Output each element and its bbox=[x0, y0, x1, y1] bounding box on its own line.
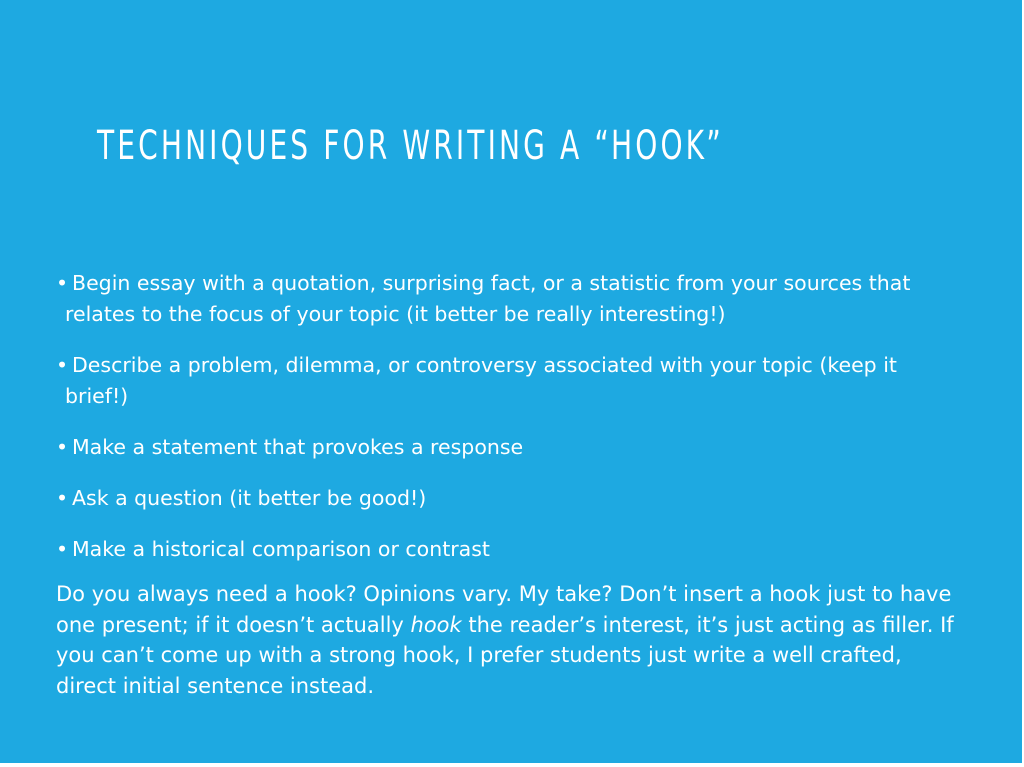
closing-paragraph bbox=[56, 579, 966, 701]
closing-text-start: Do you always need a hook? Opinions vary. My take? Don’t insert a hook just to have one present; if it doesn’t actually bbox=[56, 582, 952, 637]
bullet-icon: • bbox=[56, 537, 69, 561]
bullet-text: Make a historical comparison or contrast bbox=[72, 537, 490, 561]
bullet-item bbox=[56, 268, 966, 330]
bullet-item bbox=[56, 350, 966, 412]
closing-text-end: the reader’s interest, it’s just acting as filler. If you can’t come up with a strong hook, I prefer students just write a well crafted, direct initial sentence instead. bbox=[56, 612, 954, 698]
bullet-icon: • bbox=[56, 486, 69, 510]
slide-body bbox=[56, 268, 966, 701]
page-bottom-edge bbox=[0, 763, 1024, 767]
bullet-item bbox=[56, 534, 966, 565]
closing-emphasis: hook bbox=[410, 612, 462, 637]
bullet-icon: • bbox=[56, 435, 69, 459]
bullet-text: Ask a question (it better be good!) bbox=[72, 486, 427, 510]
bullet-list bbox=[56, 268, 966, 565]
bullet-item bbox=[56, 483, 966, 514]
bullet-icon: • bbox=[56, 353, 69, 377]
bullet-text: Begin essay with a quotation, surprising fact, or a statistic from your sources that relates to the focus of your topic (it better be really interesting!) bbox=[65, 271, 911, 326]
bullet-text: Describe a problem, dilemma, or controversy associated with your topic (keep it brief!) bbox=[65, 353, 897, 408]
bullet-text: Make a statement that provokes a response bbox=[72, 435, 524, 459]
bullet-item bbox=[56, 432, 966, 463]
bullet-icon: • bbox=[56, 271, 69, 295]
slide-title: TECHNIQUES FOR WRITING A “HOOK” bbox=[97, 123, 724, 169]
